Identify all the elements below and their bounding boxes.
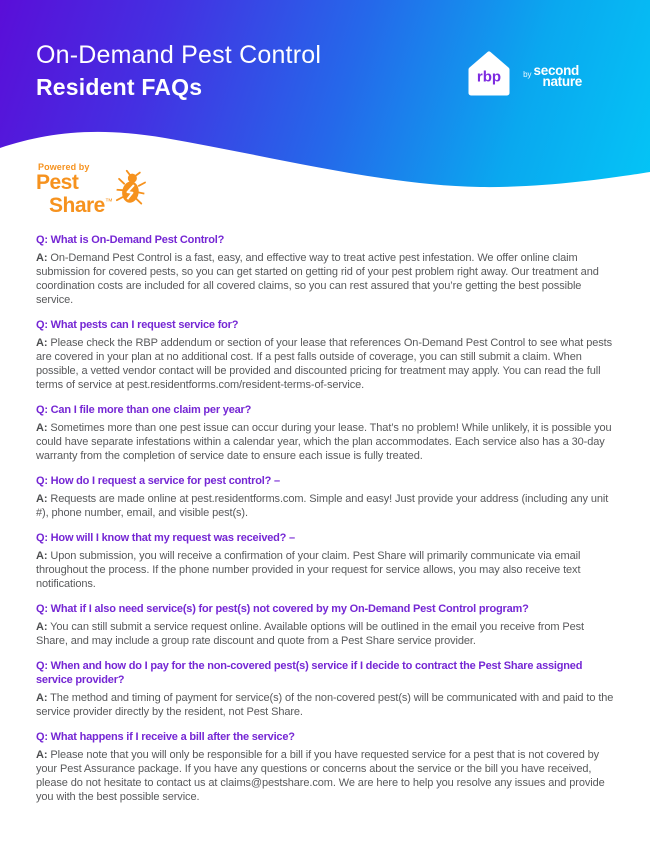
- faq-question: Q: What happens if I receive a bill after the service?: [36, 731, 295, 743]
- share-word: [49, 192, 112, 215]
- faq-item: [36, 318, 614, 392]
- rbp-logo: [462, 47, 516, 101]
- page-title: On-Demand Pest Control: [36, 41, 322, 69]
- answer-label: A:: [36, 692, 48, 704]
- answer-label: A:: [36, 550, 48, 562]
- faq-item: [36, 403, 614, 463]
- answer-label: A:: [36, 422, 48, 434]
- faq-answer: A: Please check the RBP addendum or section of your lease that references On-Demand Pest Control to see what pests are covered in your plan at no additional cost. If a pest falls outside of coverage, you can still submit a claim. When possible, a vetted vendor contact will be provided and discounted pricing for treatment may apply. You can read the full terms of service at pest.residentforms.com/resident-terms-of-service.: [36, 337, 612, 391]
- faq-item: [36, 730, 614, 804]
- second-nature-wordmark: [533, 62, 582, 89]
- share-word-text: Share: [49, 194, 105, 217]
- rbp-logo-text: rbp: [476, 68, 502, 86]
- pest-share-wordmark: [36, 173, 112, 215]
- page-subtitle: Resident FAQs: [36, 74, 203, 101]
- answer-label: A:: [36, 749, 48, 761]
- faq-answer: A: Requests are made online at pest.residentforms.com. Simple and easy! Just provide your address (including any unit #), phone number, email, and visible pest(s).: [36, 493, 609, 519]
- faq-answer: A: The method and timing of payment for service(s) of the non-covered pest(s) will be communicated with and paid to the service provider directly by the resident, not Pest Share.: [36, 692, 614, 718]
- faq-item: [36, 474, 614, 520]
- answer-label: A:: [36, 252, 48, 264]
- rbp-brand-lockup: [462, 47, 582, 101]
- faq-answer: A: Please note that you will only be responsible for a bill if you have requested service for a pest that is not covered by your Pest Assurance package. If you have any questions or concerns about the service or the bill you have received, please do not hesitate to contact us at claims@pestshare.com. We are here to help you resolve any issues and provide you with the best possible service.: [36, 749, 605, 803]
- faq-item: [36, 659, 614, 719]
- rbp-house-icon: [462, 47, 516, 101]
- answer-label: A:: [36, 621, 48, 633]
- brand-word-nature: nature: [542, 74, 582, 89]
- faq-item: [36, 233, 614, 307]
- bug-icon: [115, 167, 148, 209]
- faq-item: [36, 602, 614, 648]
- faq-answer: A: Upon submission, you will receive a confirmation of your claim. Pest Share will primarily communicate via email throughout the process. If the phone number provided in your request for service allows, you may also receive text notifications.: [36, 550, 581, 590]
- answer-label: A:: [36, 493, 48, 505]
- by-label: by: [523, 69, 532, 79]
- faq-item: [36, 531, 614, 591]
- faq-question: Q: What is On-Demand Pest Control?: [36, 234, 225, 246]
- faq-question: Q: How will I know that my request was received? –: [36, 532, 295, 544]
- faq-question: Q: What if I also need service(s) for pest(s) not covered by my On-Demand Pest Control program?: [36, 603, 529, 615]
- powered-by-label: Powered by: [38, 162, 90, 172]
- faq-question: Q: When and how do I pay for the non-covered pest(s) service if I decide to contract the Pest Share assigned service provider?: [36, 660, 583, 686]
- answer-label: A:: [36, 337, 48, 349]
- faq-answer: A: Sometimes more than one pest issue can occur during your lease. That’s no problem! While unlikely, it is possible you could have separate infestations within a calendar year, which the plan accommodates. Each service also has a 30-day warranty from the completion of service date to ensure each issue is fully treated.: [36, 422, 612, 462]
- faq-answer: A: On-Demand Pest Control is a fast, easy, and effective way to treat active pest infestation. We offer online claim submission for covered pests, so you can get started on getting rid of your pest problem right away. Our treatment and coordination costs are included for all covered claims, so you can rest assured that you’re getting the best possible service.: [36, 252, 599, 306]
- pest-word: Pest: [36, 171, 79, 194]
- header-titles: [36, 42, 321, 99]
- trademark-symbol: ™: [104, 197, 113, 206]
- faq-question: Q: Can I file more than one claim per year?: [36, 404, 252, 416]
- pest-share-logo: [36, 162, 145, 215]
- faq-question: Q: How do I request a service for pest control? –: [36, 475, 280, 487]
- faq-question: Q: What pests can I request service for?: [36, 319, 239, 331]
- second-nature-logo: [523, 62, 582, 89]
- faq-list: [36, 233, 614, 815]
- faq-answer: A: You can still submit a service request online. Available options will be outlined in the email you receive from Pest Share, and may include a group rate discount and quote from a Pest Share service provider.: [36, 621, 584, 647]
- brand-word-second: second: [533, 62, 579, 78]
